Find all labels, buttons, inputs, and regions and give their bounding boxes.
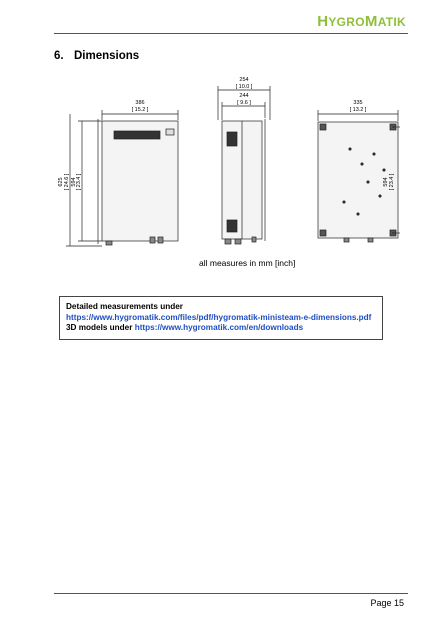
footer-rule	[54, 593, 408, 594]
section-title: Dimensions	[74, 50, 140, 62]
hygromatik-logo: HYGROMATIK	[317, 13, 406, 30]
section-number: 6.	[54, 50, 64, 62]
measurements-note-box	[59, 296, 383, 340]
back-width-mm: 335	[353, 100, 363, 106]
front-view-drawing	[66, 110, 178, 246]
front-height-inner-mm: 594	[71, 177, 77, 187]
back-height-in: [ 23.4 ]	[389, 173, 395, 191]
side-depth-outer-mm: 254	[239, 77, 249, 83]
header-rule	[54, 33, 408, 34]
front-height-outer-mm: 625	[58, 177, 64, 187]
downloads-link[interactable]: https://www.hygromatik.com/en/downloads	[134, 323, 304, 332]
side-view-drawing	[218, 86, 270, 244]
side-depth-inner-in: [ 9.6 ]	[237, 100, 251, 106]
front-height-outer-in: [ 24.6 ]	[64, 173, 70, 191]
note-line-1: Detailed measurements under	[66, 302, 183, 311]
front-height-inner-in: [ 23.4 ]	[76, 173, 82, 191]
back-width-in: [ 13.2 ]	[349, 107, 367, 113]
note-line-3: 3D models under https://www.hygromatik.com/en/downloads	[66, 323, 304, 332]
back-view-drawing	[318, 110, 400, 242]
measures-caption: all measures in mm [inch]	[199, 258, 296, 268]
front-width-mm: 386	[135, 100, 145, 106]
side-depth-inner-mm: 244	[239, 93, 249, 99]
front-width-in: [ 15.2 ]	[131, 107, 149, 113]
dimensions-pdf-link[interactable]: https://www.hygromatik.com/files/pdf/hygromatik-ministeam-e-dimensions.pdf	[66, 312, 372, 322]
back-height-mm: 594	[383, 177, 389, 187]
dimension-drawings	[54, 74, 400, 254]
side-depth-outer-in: [ 10.0 ]	[235, 84, 253, 90]
page-number: Page 15	[370, 598, 404, 608]
section-heading	[54, 50, 139, 62]
